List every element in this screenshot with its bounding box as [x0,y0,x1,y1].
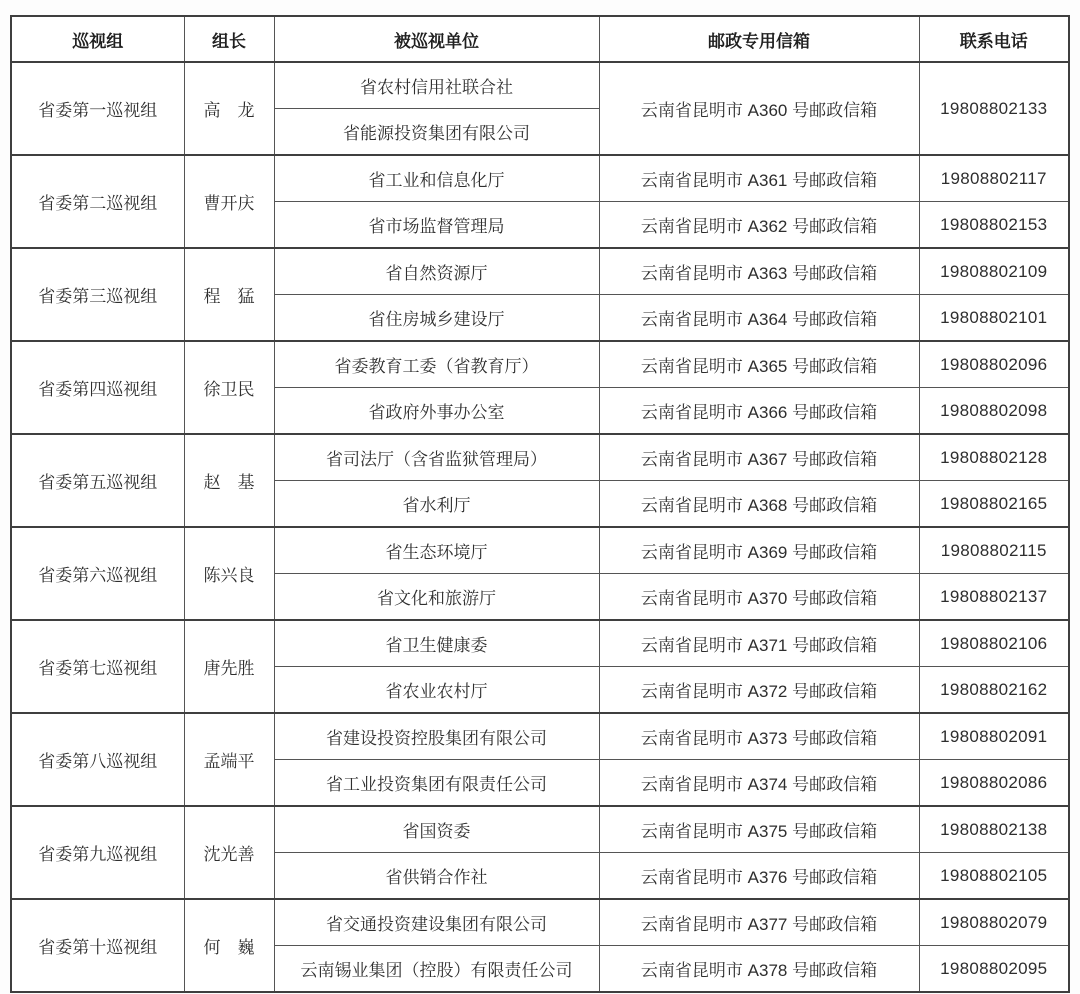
mailbox-cell: 云南省昆明市 A362 号邮政信箱 [599,202,919,249]
phone-cell: 19808802091 [919,713,1069,760]
unit-cell: 省能源投资集团有限公司 [274,109,599,156]
phone-cell: 19808802101 [919,295,1069,342]
group-8 [11,713,1069,806]
col-header-phone: 联系电话 [919,16,1069,62]
unit-cell: 省政府外事办公室 [274,388,599,435]
group-name-cell: 省委第五巡视组 [11,434,184,527]
leader-cell: 赵 基 [184,434,274,527]
phone-cell: 19808802086 [919,760,1069,807]
inspection-groups-table [10,15,1070,993]
unit-cell: 省司法厅（含省监狱管理局） [274,434,599,481]
phone-cell: 19808802162 [919,667,1069,714]
group-10 [11,899,1069,992]
mailbox-cell: 云南省昆明市 A375 号邮政信箱 [599,806,919,853]
mailbox-cell: 云南省昆明市 A373 号邮政信箱 [599,713,919,760]
unit-cell: 省住房城乡建设厅 [274,295,599,342]
leader-cell: 程 猛 [184,248,274,341]
mailbox-cell: 云南省昆明市 A372 号邮政信箱 [599,667,919,714]
phone-cell: 19808802106 [919,620,1069,667]
unit-cell: 省市场监督管理局 [274,202,599,249]
header-row [11,16,1069,62]
table-row [11,806,1069,853]
table-row [11,713,1069,760]
unit-cell: 省农业农村厅 [274,667,599,714]
table-row [11,341,1069,388]
group-name-cell: 省委第八巡视组 [11,713,184,806]
mailbox-cell: 云南省昆明市 A374 号邮政信箱 [599,760,919,807]
mailbox-cell: 云南省昆明市 A367 号邮政信箱 [599,434,919,481]
table-row [11,155,1069,202]
group-7 [11,620,1069,713]
mailbox-cell: 云南省昆明市 A361 号邮政信箱 [599,155,919,202]
mailbox-cell: 云南省昆明市 A369 号邮政信箱 [599,527,919,574]
unit-cell: 省卫生健康委 [274,620,599,667]
unit-cell: 云南锡业集团（控股）有限责任公司 [274,946,599,993]
group-name-cell: 省委第十巡视组 [11,899,184,992]
mailbox-cell: 云南省昆明市 A368 号邮政信箱 [599,481,919,528]
unit-cell: 省自然资源厅 [274,248,599,295]
phone-cell: 19808802165 [919,481,1069,528]
unit-cell: 省供销合作社 [274,853,599,900]
table-row [11,527,1069,574]
group-4 [11,341,1069,434]
leader-cell: 陈兴良 [184,527,274,620]
group-name-cell: 省委第一巡视组 [11,62,184,155]
leader-cell: 沈光善 [184,806,274,899]
group-6 [11,527,1069,620]
leader-cell: 徐卫民 [184,341,274,434]
leader-cell: 高 龙 [184,62,274,155]
phone-cell: 19808802079 [919,899,1069,946]
mailbox-cell: 云南省昆明市 A378 号邮政信箱 [599,946,919,993]
mailbox-cell: 云南省昆明市 A363 号邮政信箱 [599,248,919,295]
phone-cell: 19808802133 [919,62,1069,155]
mailbox-cell: 云南省昆明市 A365 号邮政信箱 [599,341,919,388]
unit-cell: 省工业投资集团有限责任公司 [274,760,599,807]
unit-cell: 省委教育工委（省教育厅） [274,341,599,388]
unit-cell: 省生态环境厅 [274,527,599,574]
table-row [11,248,1069,295]
unit-cell: 省国资委 [274,806,599,853]
leader-cell: 唐先胜 [184,620,274,713]
table-row [11,620,1069,667]
table-row [11,899,1069,946]
mailbox-cell: 云南省昆明市 A360 号邮政信箱 [599,62,919,155]
unit-cell: 省水利厅 [274,481,599,528]
mailbox-cell: 云南省昆明市 A366 号邮政信箱 [599,388,919,435]
unit-cell: 省工业和信息化厅 [274,155,599,202]
group-name-cell: 省委第二巡视组 [11,155,184,248]
col-header-inspected-unit: 被巡视单位 [274,16,599,62]
phone-cell: 19808802115 [919,527,1069,574]
col-header-leader: 组长 [184,16,274,62]
leader-cell: 孟端平 [184,713,274,806]
group-1 [11,62,1069,155]
phone-cell: 19808802153 [919,202,1069,249]
group-5 [11,434,1069,527]
phone-cell: 19808802095 [919,946,1069,993]
group-3 [11,248,1069,341]
unit-cell: 省建设投资控股集团有限公司 [274,713,599,760]
col-header-postal-box: 邮政专用信箱 [599,16,919,62]
mailbox-cell: 云南省昆明市 A377 号邮政信箱 [599,899,919,946]
phone-cell: 19808802138 [919,806,1069,853]
mailbox-cell: 云南省昆明市 A371 号邮政信箱 [599,620,919,667]
group-name-cell: 省委第三巡视组 [11,248,184,341]
mailbox-cell: 云南省昆明市 A370 号邮政信箱 [599,574,919,621]
group-9 [11,806,1069,899]
leader-cell: 曹开庆 [184,155,274,248]
phone-cell: 19808802128 [919,434,1069,481]
phone-cell: 19808802117 [919,155,1069,202]
table-row [11,62,1069,109]
group-name-cell: 省委第九巡视组 [11,806,184,899]
unit-cell: 省交通投资建设集团有限公司 [274,899,599,946]
phone-cell: 19808802137 [919,574,1069,621]
phone-cell: 19808802096 [919,341,1069,388]
group-name-cell: 省委第六巡视组 [11,527,184,620]
phone-cell: 19808802109 [919,248,1069,295]
mailbox-cell: 云南省昆明市 A376 号邮政信箱 [599,853,919,900]
leader-cell: 何 巍 [184,899,274,992]
group-name-cell: 省委第七巡视组 [11,620,184,713]
mailbox-cell: 云南省昆明市 A364 号邮政信箱 [599,295,919,342]
unit-cell: 省农村信用社联合社 [274,62,599,109]
phone-cell: 19808802105 [919,853,1069,900]
table-row [11,434,1069,481]
col-header-inspection-group: 巡视组 [11,16,184,62]
phone-cell: 19808802098 [919,388,1069,435]
group-name-cell: 省委第四巡视组 [11,341,184,434]
group-2 [11,155,1069,248]
unit-cell: 省文化和旅游厅 [274,574,599,621]
